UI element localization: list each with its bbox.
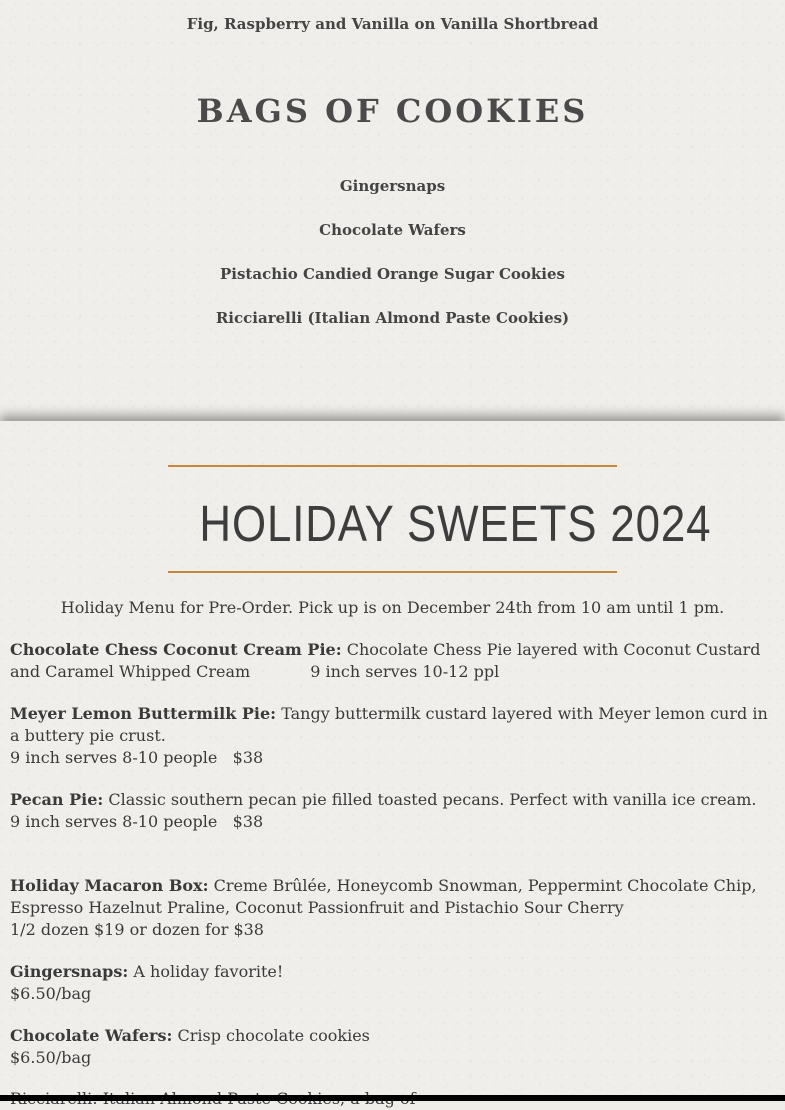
- menu-item-name: Holiday Macaron Box:: [10, 876, 209, 895]
- holiday-sweets-section: [0, 421, 785, 1095]
- bag-item-pistachio-cookies: Pistachio Candied Orange Sugar Cookies: [220, 265, 565, 283]
- menu-item-description: A holiday favorite!: [133, 962, 284, 981]
- bag-item-chocolate-wafers: Chocolate Wafers: [319, 221, 466, 239]
- menu-item-price: 9 inch serves 10-12 ppl: [310, 662, 500, 681]
- menu-item-name: Gingersnaps:: [10, 962, 129, 981]
- cookie-subtitle: Fig, Raspberry and Vanilla on Vanilla Shortbread: [186, 15, 599, 33]
- title-top-rule: [168, 465, 617, 467]
- menu-item-ricciarelli-cut-off: [10, 1088, 416, 1095]
- menu-item-chess-coconut-pie: [10, 639, 780, 683]
- menu-item-name: Chocolate Wafers:: [10, 1026, 173, 1045]
- page-title: HOLIDAY SWEETS 2024: [199, 495, 712, 552]
- menu-item-macaron-box: [10, 875, 780, 941]
- bag-item-gingersnaps: Gingersnaps: [339, 177, 446, 195]
- menu-item-meyer-lemon-pie: [10, 703, 780, 769]
- pre-order-intro: Holiday Menu for Pre-Order. Pick up is on December 24th from 10 am until 1 pm.: [60, 598, 725, 617]
- menu-item-description: Classic southern pecan pie filled toasted pecans. Perfect with vanilla ice cream.: [108, 790, 757, 809]
- bag-item-ricciarelli: Ricciarelli (Italian Almond Paste Cookies): [215, 309, 570, 327]
- bottom-edge-bar: [0, 1095, 785, 1101]
- menu-item-name: Pecan Pie:: [10, 790, 104, 809]
- menu-item-name: Chocolate Chess Coconut Cream Pie:: [10, 640, 342, 659]
- menu-item-gingersnaps: [10, 961, 780, 1005]
- title-bottom-rule: [168, 571, 617, 573]
- menu-item-description: Crisp chocolate cookies: [177, 1026, 370, 1045]
- menu-item-price: 1/2 dozen $19 or dozen for $38: [10, 920, 264, 939]
- menu-item-description: Chocolate Chess Pie layered with Coconut Custard and Caramel Whipped Cream: [10, 640, 761, 681]
- menu-item-name: Meyer Lemon Buttermilk Pie:: [10, 704, 277, 723]
- menu-item-price: 9 inch serves 8-10 people $38: [10, 748, 264, 767]
- menu-item-description: Creme Brûlée, Honeycomb Snowman, Peppermint Chocolate Chip, Espresso Hazelnut Praline, Coconut Passionfruit and Pistachio Sour Cherry: [10, 876, 757, 917]
- menu-item-price: 9 inch serves 8-10 people $38: [10, 812, 264, 831]
- menu-item-description: Tangy buttermilk custard layered with Meyer lemon curd in a buttery pie crust.: [10, 704, 768, 745]
- bags-of-cookies-heading: BAGS OF COOKIES: [196, 92, 589, 130]
- bags-of-cookies-section: [0, 0, 785, 418]
- menu-item-pecan-pie: [10, 789, 780, 833]
- menu-item-chocolate-wafers: [10, 1025, 780, 1069]
- menu-item-price: $6.50/bag: [10, 1048, 92, 1067]
- menu-item-price: $6.50/bag: [10, 984, 92, 1003]
